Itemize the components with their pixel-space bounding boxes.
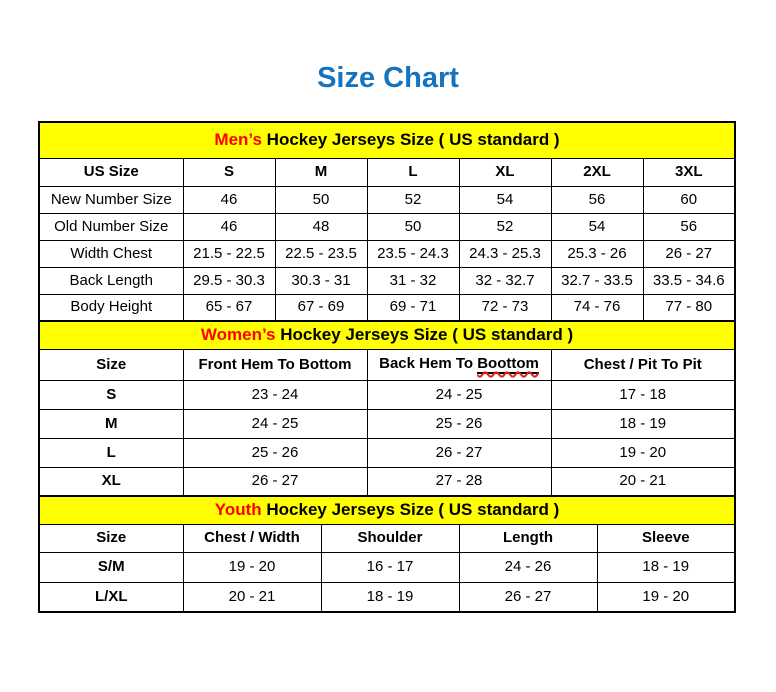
cell: 26 - 27 <box>459 582 597 612</box>
cell: 32 - 32.7 <box>459 267 551 294</box>
cell: 24 - 25 <box>367 380 551 409</box>
cell: 18 - 19 <box>551 409 735 438</box>
cell: 19 - 20 <box>597 582 735 612</box>
cell: 74 - 76 <box>551 294 643 321</box>
cell: 24 - 25 <box>183 409 367 438</box>
womens-header-row <box>39 349 735 380</box>
cell: 65 - 67 <box>183 294 275 321</box>
youth-section-title <box>39 496 735 524</box>
cell: 24.3 - 25.3 <box>459 240 551 267</box>
table-row <box>39 467 735 496</box>
cell: 18 - 19 <box>321 582 459 612</box>
back-hem-prefix: Back Hem To <box>379 354 478 372</box>
column-header-3xl: 3XL <box>643 158 735 186</box>
cell: 26 - 27 <box>367 438 551 467</box>
cell: 54 <box>551 213 643 240</box>
table-row <box>39 438 735 467</box>
column-header-s: S <box>183 158 275 186</box>
womens-section-title-row <box>39 321 735 349</box>
cell: 48 <box>275 213 367 240</box>
column-header-2xl: 2XL <box>551 158 643 186</box>
cell: 60 <box>643 186 735 213</box>
cell: 30.3 - 31 <box>275 267 367 294</box>
youth-title-rest: Hockey Jerseys Size ( US standard ) <box>261 500 560 520</box>
cell: 26 - 27 <box>183 467 367 496</box>
youth-header-row <box>39 524 735 552</box>
column-header-back-hem <box>367 349 551 380</box>
cell: 19 - 20 <box>551 438 735 467</box>
row-label: Body Height <box>39 294 183 321</box>
mens-title-highlight: Men’s <box>214 130 262 150</box>
column-header-chest-width: Chest / Width <box>183 524 321 552</box>
cell: 33.5 - 34.6 <box>643 267 735 294</box>
row-label: S/M <box>39 552 183 582</box>
back-hem-misspelled-word: Boottom <box>477 355 539 374</box>
cell: 46 <box>183 213 275 240</box>
cell: 25 - 26 <box>183 438 367 467</box>
row-label: Back Length <box>39 267 183 294</box>
mens-title-rest: Hockey Jerseys Size ( US standard ) <box>261 130 560 150</box>
cell: 26 - 27 <box>643 240 735 267</box>
cell: 56 <box>551 186 643 213</box>
mens-section-title-row <box>39 122 735 158</box>
cell: 32.7 - 33.5 <box>551 267 643 294</box>
mens-section-title <box>39 122 735 158</box>
column-header-shoulder: Shoulder <box>321 524 459 552</box>
youth-title-highlight: Youth <box>214 500 262 520</box>
womens-title-highlight: Women’s <box>200 325 276 345</box>
cell: 52 <box>367 186 459 213</box>
cell: 31 - 32 <box>367 267 459 294</box>
table-row <box>39 240 735 267</box>
table-row <box>39 380 735 409</box>
table-row <box>39 267 735 294</box>
table-row <box>39 552 735 582</box>
row-label: S <box>39 380 183 409</box>
cell: 29.5 - 30.3 <box>183 267 275 294</box>
cell: 27 - 28 <box>367 467 551 496</box>
cell: 50 <box>367 213 459 240</box>
youth-section-title-row <box>39 496 735 524</box>
youth-size-table <box>38 495 736 613</box>
cell: 50 <box>275 186 367 213</box>
column-header-size: Size <box>39 524 183 552</box>
row-label: L/XL <box>39 582 183 612</box>
column-header-m: M <box>275 158 367 186</box>
cell: 18 - 19 <box>597 552 735 582</box>
column-header-length: Length <box>459 524 597 552</box>
womens-size-table <box>38 320 736 497</box>
cell: 54 <box>459 186 551 213</box>
cell: 23.5 - 24.3 <box>367 240 459 267</box>
row-label: M <box>39 409 183 438</box>
cell: 17 - 18 <box>551 380 735 409</box>
cell: 23 - 24 <box>183 380 367 409</box>
mens-header-row <box>39 158 735 186</box>
cell: 69 - 71 <box>367 294 459 321</box>
cell: 22.5 - 23.5 <box>275 240 367 267</box>
row-label: XL <box>39 467 183 496</box>
cell: 67 - 69 <box>275 294 367 321</box>
row-label: Width Chest <box>39 240 183 267</box>
cell: 16 - 17 <box>321 552 459 582</box>
table-row <box>39 294 735 321</box>
row-label: Old Number Size <box>39 213 183 240</box>
page-title: Size Chart <box>317 62 459 94</box>
cell: 20 - 21 <box>183 582 321 612</box>
row-label: L <box>39 438 183 467</box>
cell: 77 - 80 <box>643 294 735 321</box>
cell: 21.5 - 22.5 <box>183 240 275 267</box>
cell: 56 <box>643 213 735 240</box>
column-header-us-size: US Size <box>39 158 183 186</box>
column-header-l: L <box>367 158 459 186</box>
column-header-size: Size <box>39 349 183 380</box>
table-row <box>39 409 735 438</box>
table-row <box>39 582 735 612</box>
cell: 46 <box>183 186 275 213</box>
womens-title-rest: Hockey Jerseys Size ( US standard ) <box>275 325 574 345</box>
cell: 20 - 21 <box>551 467 735 496</box>
column-header-sleeve: Sleeve <box>597 524 735 552</box>
cell: 25.3 - 26 <box>551 240 643 267</box>
womens-section-title <box>39 321 735 349</box>
column-header-front-hem: Front Hem To Bottom <box>183 349 367 380</box>
size-chart-tables <box>38 121 734 613</box>
cell: 19 - 20 <box>183 552 321 582</box>
row-label: New Number Size <box>39 186 183 213</box>
column-header-chest-pit: Chest / Pit To Pit <box>551 349 735 380</box>
column-header-xl: XL <box>459 158 551 186</box>
table-row <box>39 213 735 240</box>
cell: 72 - 73 <box>459 294 551 321</box>
cell: 24 - 26 <box>459 552 597 582</box>
cell: 52 <box>459 213 551 240</box>
table-row <box>39 186 735 213</box>
mens-size-table <box>38 121 736 322</box>
cell: 25 - 26 <box>367 409 551 438</box>
